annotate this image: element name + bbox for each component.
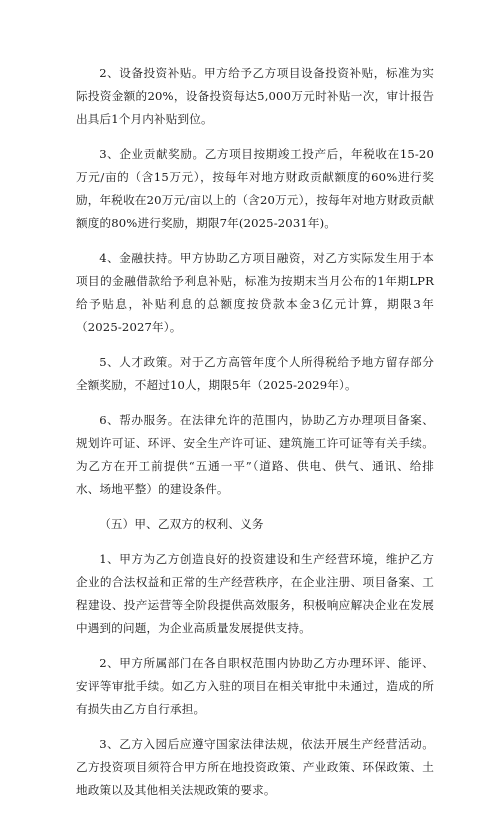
paragraph-equipment-subsidy: 2、设备投资补贴。甲方给予乙方项目设备投资补贴，标准为实际投资金额的20%，设备投资每达5,000万元时补贴一次，审计报告出具后1个月内补贴到位。: [76, 66, 434, 126]
paragraph-assistance-service: 6、帮办服务。在法律允许的范围内，协助乙方办理项目备案、规划许可证、环评、安全生产许可证、建筑施工许可证等有关手续。为乙方在开工前提供“五通一平”（道路、供电、供气、通讯、给排水、场地平整）的建设条件。: [76, 413, 434, 496]
section-heading-rights-obligations: （五）甲、乙双方的权利、义务: [99, 517, 264, 531]
paragraph-party-b-compliance: 3、乙方入园后应遵守国家法律法规，依法开展生产经营活动。乙方投资项目须符合甲方所在地投资政策、产业政策、环保政策、土地政策以及其他相关法规政策的要求。: [76, 737, 434, 797]
paragraph-financial-support: 4、金融扶持。甲方协助乙方项目融资，对乙方实际发生用于本项目的金融借款给予利息补贴，标准为按期末当月公布的1年期LPR给予贴息，补贴利息的总额度按贷款本金3亿元计算，期限3年（2025-2027年）。: [76, 251, 434, 334]
paragraph-party-a-environment: 1、甲方为乙方创造良好的投资建设和生产经营环境，维护乙方企业的合法权益和正常的生产经营秩序，在企业注册、项目备案、工程建设、投产运营等全阶段提供高效服务，积极响应解决企业在发展中遇到的问题，为企业高质量发展提供支持。: [76, 552, 434, 635]
document-body: [76, 62, 434, 814]
paragraph-contribution-reward: 3、企业贡献奖励。乙方项目按期竣工投产后，年税收在15-20万元/亩的（含15万元），按每年对地方财政贡献额度的60%进行奖励，年税收在20万元/亩以上的（含20万元），按每年对地方财政贡献额度的80%进行奖励，期限7年(2025-2031年)。: [76, 147, 434, 230]
paragraph-talent-policy: 5、人才政策。对于乙方高管年度个人所得税给予地方留存部分全额奖励，不超过10人，期限5年（2025-2029年）。: [76, 355, 434, 392]
paragraph-party-a-approvals: 2、甲方所属部门在各自职权范围内协助乙方办理环评、能评、安评等审批手续。如乙方入驻的项目在相关审批中未通过，造成的所有损失由乙方自行承担。: [76, 656, 434, 716]
